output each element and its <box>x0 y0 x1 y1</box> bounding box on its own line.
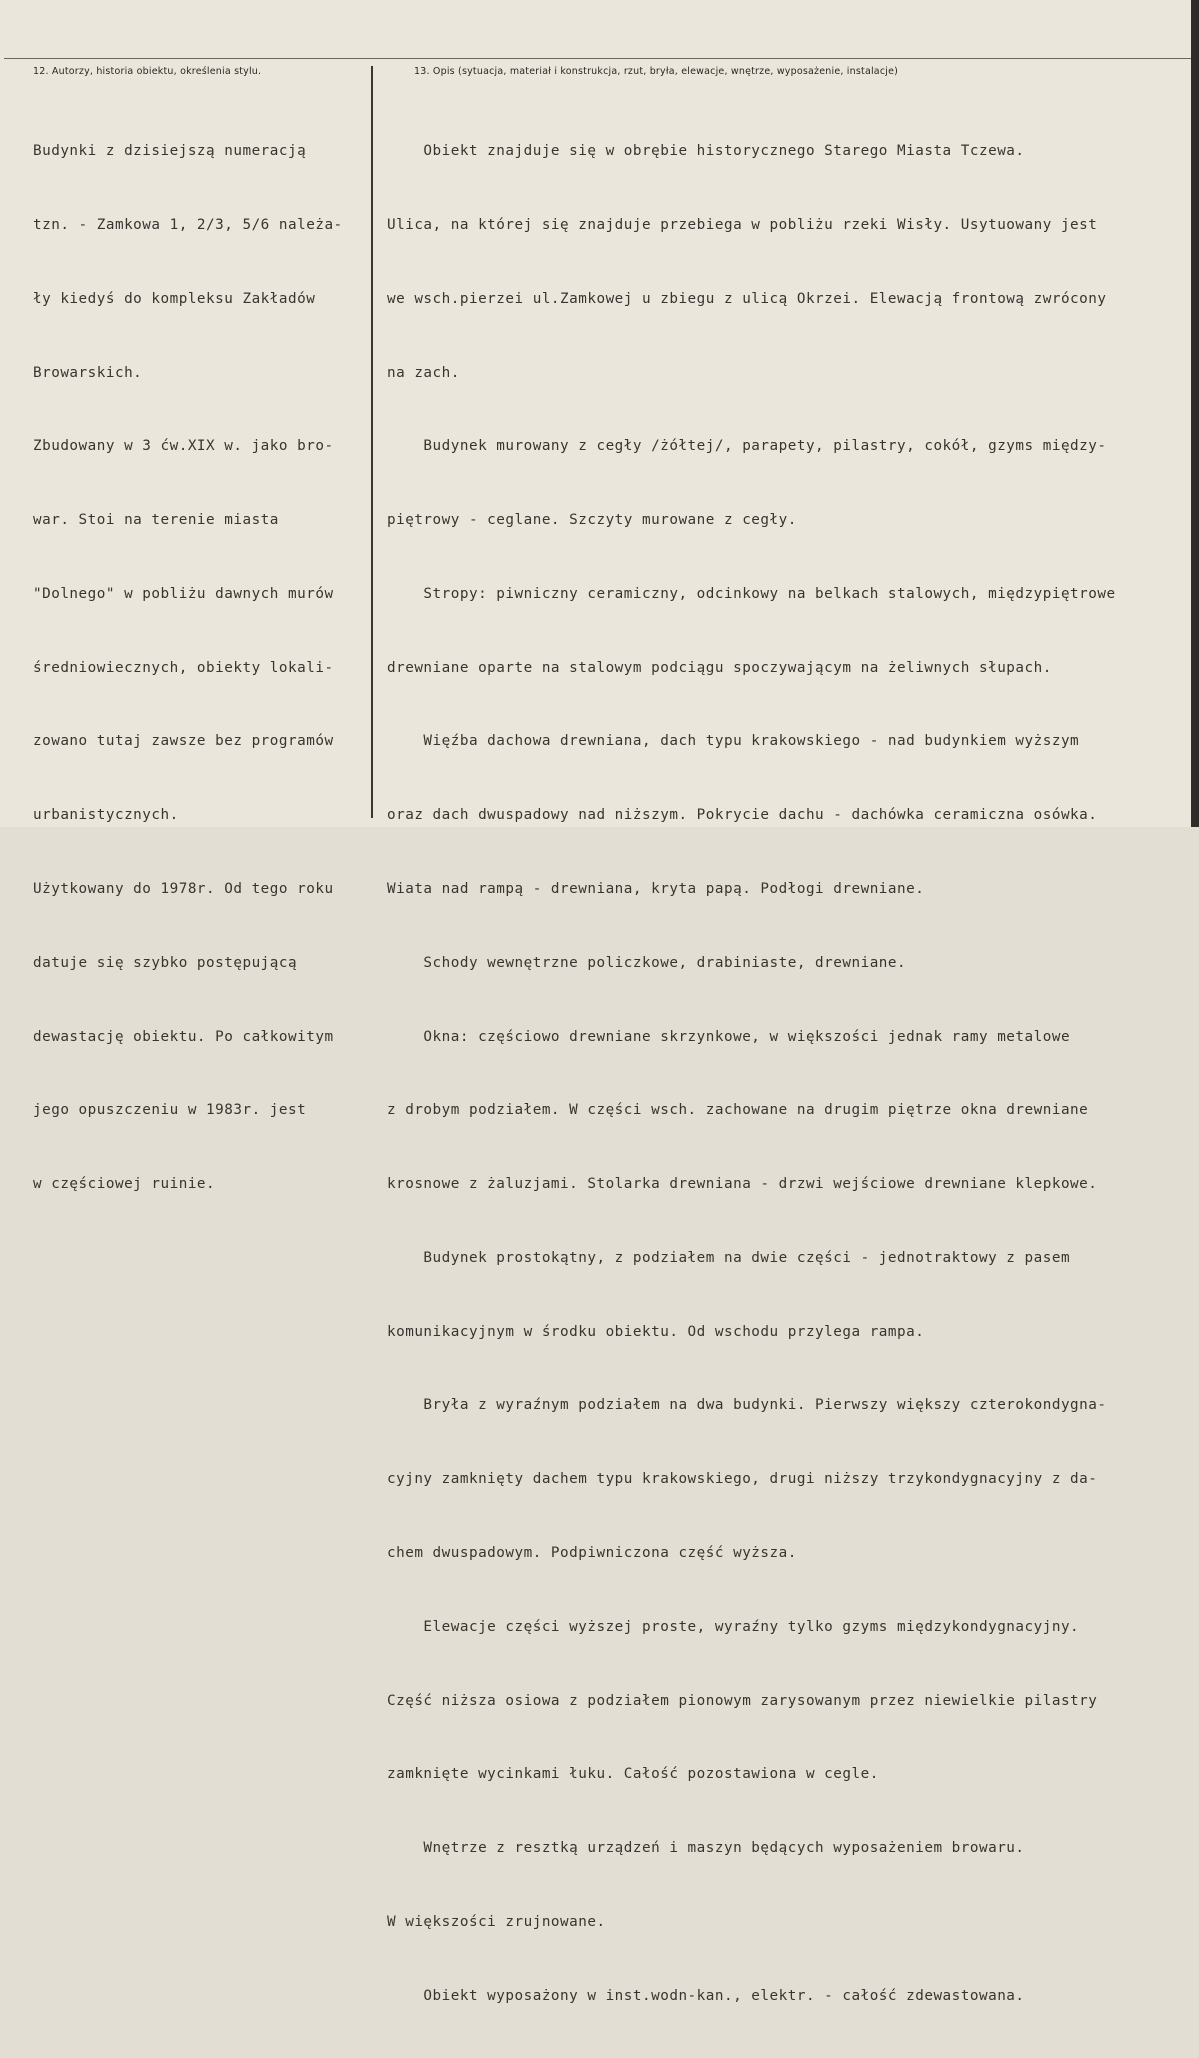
text-line: Budynki z dzisiejszą numeracją <box>33 143 307 160</box>
text-line: "Dolnego" w pobliżu dawnych murów <box>33 585 334 602</box>
text-line: Budynek prostokątny, z podziałem na dwie części - jednotraktowy z pasem <box>387 1249 1071 1266</box>
text-line: oraz dach dwuspadowy nad niższym. Pokrycie dachu - dachówka ceramiczna osówka. <box>387 807 1098 824</box>
text-line: Schody wewnętrzne policzkowe, drabiniaste, drewniane. <box>387 954 907 971</box>
text-line: jego opuszczeniu w 1983r. jest <box>33 1102 307 1119</box>
description-text-column <box>387 90 1191 2058</box>
text-line: Elewacje części wyższej proste, wyraźny tylko gzyms międzykondygnacyjny. <box>387 1618 1080 1635</box>
text-line: chem dwuspadowym. Podpiwniczona część wyższa. <box>387 1545 797 1562</box>
text-line: Użytkowany do 1978r. Od tego roku <box>33 881 334 897</box>
text-line: Okna: częściowo drewniane skrzynkowe, w większości jednak ramy metalowe <box>387 1028 1071 1045</box>
text-line: Wnętrze z resztką urządzeń i maszyn będących wyposażeniem browaru. <box>387 1840 1025 1857</box>
text-line: datuje się szybko postępującą <box>33 954 298 971</box>
text-line: Zbudowany w 3 ćw.XIX w. jako bro- <box>33 438 334 455</box>
text-line: zamknięte wycinkami łuku. Całość pozostawiona w cegle. <box>387 1766 879 1783</box>
text-line: z drobym podziałem. W części wsch. zachowane na drugim piętrze okna drewniane <box>387 1102 1089 1119</box>
text-line: zowano tutaj zawsze bez programów <box>33 733 334 750</box>
text-line: tzn. - Zamkowa 1, 2/3, 5/6 należa- <box>33 216 343 233</box>
text-line: Wiata nad rampą - drewniana, kryta papą. Podłogi drewniane. <box>387 881 925 897</box>
text-line: krosnowe z żaluzjami. Stolarka drewniana - drzwi wejściowe drewniane klepkowe. <box>387 1176 1098 1193</box>
page-edge <box>1191 0 1199 827</box>
text-line: Budynek murowany z cegły /żółtej/, parapety, pilastry, cokół, gzyms między- <box>387 438 1107 455</box>
text-line: Część niższa osiowa z podziałem pionowym zarysowanym przez niewielkie pilastry <box>387 1692 1098 1709</box>
text-line: Obiekt wyposażony w inst.wodn-kan., elektr. - całość zdewastowana. <box>387 1987 1025 2004</box>
text-line: średniowiecznych, obiekty lokali- <box>33 659 334 676</box>
section-12-heading: 12. Autorzy, historia obiektu, określenia stylu. <box>33 66 262 77</box>
text-line: piętrowy - ceglane. Szczyty murowane z cegły. <box>387 512 797 529</box>
text-line: Więźba dachowa drewniana, dach typu krakowskiego - nad budynkiem wyższym <box>387 733 1080 750</box>
text-line: Bryła z wyraźnym podziałem na dwa budynki. Pierwszy większy czterokondygna- <box>387 1397 1107 1414</box>
text-line: Ulica, na której się znajduje przebiega w pobliżu rzeki Wisły. Usytuowany jest <box>387 216 1098 233</box>
text-line: cyjny zamknięty dachem typu krakowskiego, drugi niższy trzykondygnacyjny z da- <box>387 1471 1098 1488</box>
text-line: W większości zrujnowane. <box>387 1913 606 1930</box>
text-line: Stropy: piwniczny ceramiczny, odcinkowy na belkach stalowych, międzypiętrowe <box>387 585 1116 602</box>
text-line: urbanistycznych. <box>33 807 179 824</box>
text-line: Browarskich. <box>33 364 143 381</box>
section-13-heading: 13. Opis (sytuacja, materiał i konstrukcja, rzut, bryła, elewacje, wnętrze, wyposażenie, instalacje) <box>414 66 899 77</box>
text-line: drewniane oparte na stalowym podciągu spoczywającym na żeliwnych słupach. <box>387 659 1052 676</box>
text-line: na zach. <box>387 364 460 381</box>
history-text-column <box>33 90 369 1246</box>
top-rule <box>4 58 1191 59</box>
text-line: war. Stoi na terenie miasta <box>33 512 279 529</box>
text-line: Obiekt znajduje się w obrębie historycznego Starego Miasta Tczewa. <box>387 143 1025 160</box>
text-line: w częściowej ruinie. <box>33 1176 216 1193</box>
column-divider <box>371 66 373 818</box>
text-line: dewastację obiektu. Po całkowitym <box>33 1028 334 1045</box>
text-line: we wsch.pierzei ul.Zamkowej u zbiegu z ulicą Okrzei. Elewacją frontową zwrócony <box>387 290 1107 307</box>
text-line: ły kiedyś do kompleksu Zakładów <box>33 290 316 307</box>
text-line: komunikacyjnym w środku obiektu. Od wschodu przylega rampa. <box>387 1323 925 1340</box>
